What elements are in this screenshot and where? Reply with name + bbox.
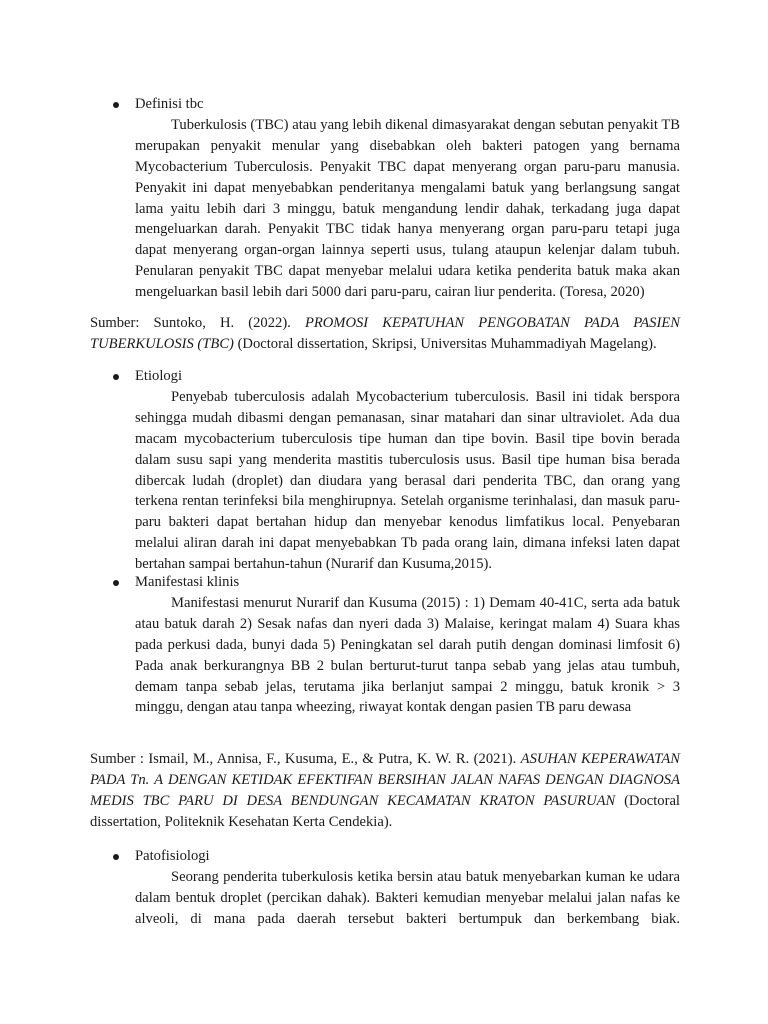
bullet-item-etiologi [90,366,680,387]
citation-prefix: Sumber : Ismail, M., Annisa, F., Kusuma, E., & Putra, K. W. R. (2021). [90,751,521,767]
section-heading: Manifestasi klinis [135,574,240,590]
source-citation-2 [90,749,680,833]
section-definisi [90,94,680,303]
bullet-item-patofisiologi [90,846,680,867]
citation-title: ASUHAN KEPERAWATAN PADA Tn. A DENGAN KETIDAK EFEKTIFAN BERSIHAN JALAN NAFAS DENGAN DIAGNOSA MEDIS TBC PARU DI DESA BENDUNGAN KECAMATAN KRATON PASURUAN [90,751,680,809]
citation-suffix: (Doctoral dissertation, Politeknik Kesehatan Kerta Cendekia). [90,792,680,830]
bullet-item-definisi [90,94,680,115]
bullet-item-manifestasi [90,572,680,593]
section-paragraph: Penyebab tuberculosis adalah Mycobacterium tuberculosis. Basil ini tidak berspora sehingga mudah dibasmi dengan pemanasan, sinar matahari dan sinar ultraviolet. Ada dua macam mycobacterium tuberculosis tipe human dan tipe bovin. Basil tipe bovin berada dalam susu sapi yang menderita mastitis tuberculosis usus. Basil tipe human bisa berada dibercak ludah (droplet) dan diudara yang berasal dari penderita TBC, dan orang yang terkena rentan terinfeksi bila menghirupnya. Setelah organisme terinhalasi, dan masuk paru-paru bakteri dapat bertahan hidup dan menyebar kenodus limfatikus local. Penyebaran melalui aliran darah ini dapat menyebabkan Tb pada orang lain, dimana infeksi laten dapat bertahan sampai bertahun-tahun (Nurarif dan Kusuma,2015). [135,388,680,573]
source-citation-1 [90,313,680,355]
bullet-icon [113,102,119,108]
section-heading: Definisi tbc [135,96,204,112]
section-etiologi [90,366,680,575]
section-heading: Patofisiologi [135,848,210,864]
bullet-icon [113,374,119,380]
citation-suffix: (Doctoral dissertation, Skripsi, Universitas Muhammadiyah Magelang). [233,335,657,352]
citation-prefix: Sumber: Suntoko, H. (2022). [90,315,305,331]
citation-title: PROMOSI KEPATUHAN PENGOBATAN PADA PASIEN TUBERKULOSIS (TBC) [90,315,680,352]
section-manifestasi [90,572,680,718]
bullet-icon [113,854,119,860]
section-patofisiologi [90,846,680,930]
section-paragraph: Tuberkulosis (TBC) atau yang lebih dikenal dimasyarakat dengan sebutan penyakit TB merupakan penyakit menular yang disebabkan oleh bakteri patogen yang bernama Mycobacterium Tuberculosis. Penyakit TBC dapat menyerang organ paru-paru manusia. Penyakit ini dapat menyebabkan penderitanya mengalami batuk yang berlangsung sangat lama yaitu lebih dari 3 minggu, batuk mengandung lendir dahak, terkadang juga dapat mengeluarkan darah. Penyakit TBC tidak hanya menyerang organ paru-paru tetapi juga dapat menyerang organ-organ lainnya seperti usus, tulang ataupun kelenjar dalam tubuh. Penularan penyakit TBC dapat menyebar melalui udara ketika penderita batuk maka akan mengeluarkan basil lebih dari 5000 dari paru-paru, cairan liur penderita. (Toresa, 2020) [135,116,680,301]
section-paragraph: Manifestasi menurut Nurarif dan Kusuma (2015) : 1) Demam 40-41C, serta ada batuk atau batuk darah 2) Sesak nafas dan nyeri dada 3) Malaise, keringat malam 4) Suara khas pada perkusi dada, bunyi dada 5) Peningkatan sel darah putih dengan dominasi limfosit 6) Pada anak berkurangnya BB 2 bulan berturut-turut tanpa sebab yang jelas atau tumbuh, demam tanpa sebab jelas, terutama jika berlanjut sampai 2 minggu, batuk kronik > 3 minggu, dengan atau tanpa wheezing, riwayat kontak dengan pasien TB paru dewasa [135,594,680,716]
section-paragraph: Seorang penderita tuberkulosis ketika bersin atau batuk menyebarkan kuman ke udara dalam bentuk droplet (percikan dahak). Bakteri kemudian menyebar melalui jalan nafas ke alveoli, di mana pada daerah tersebut bakteri bertumpuk dan berkembang biak. [135,868,680,927]
bullet-icon [113,580,119,586]
section-heading: Etiologi [135,368,183,384]
